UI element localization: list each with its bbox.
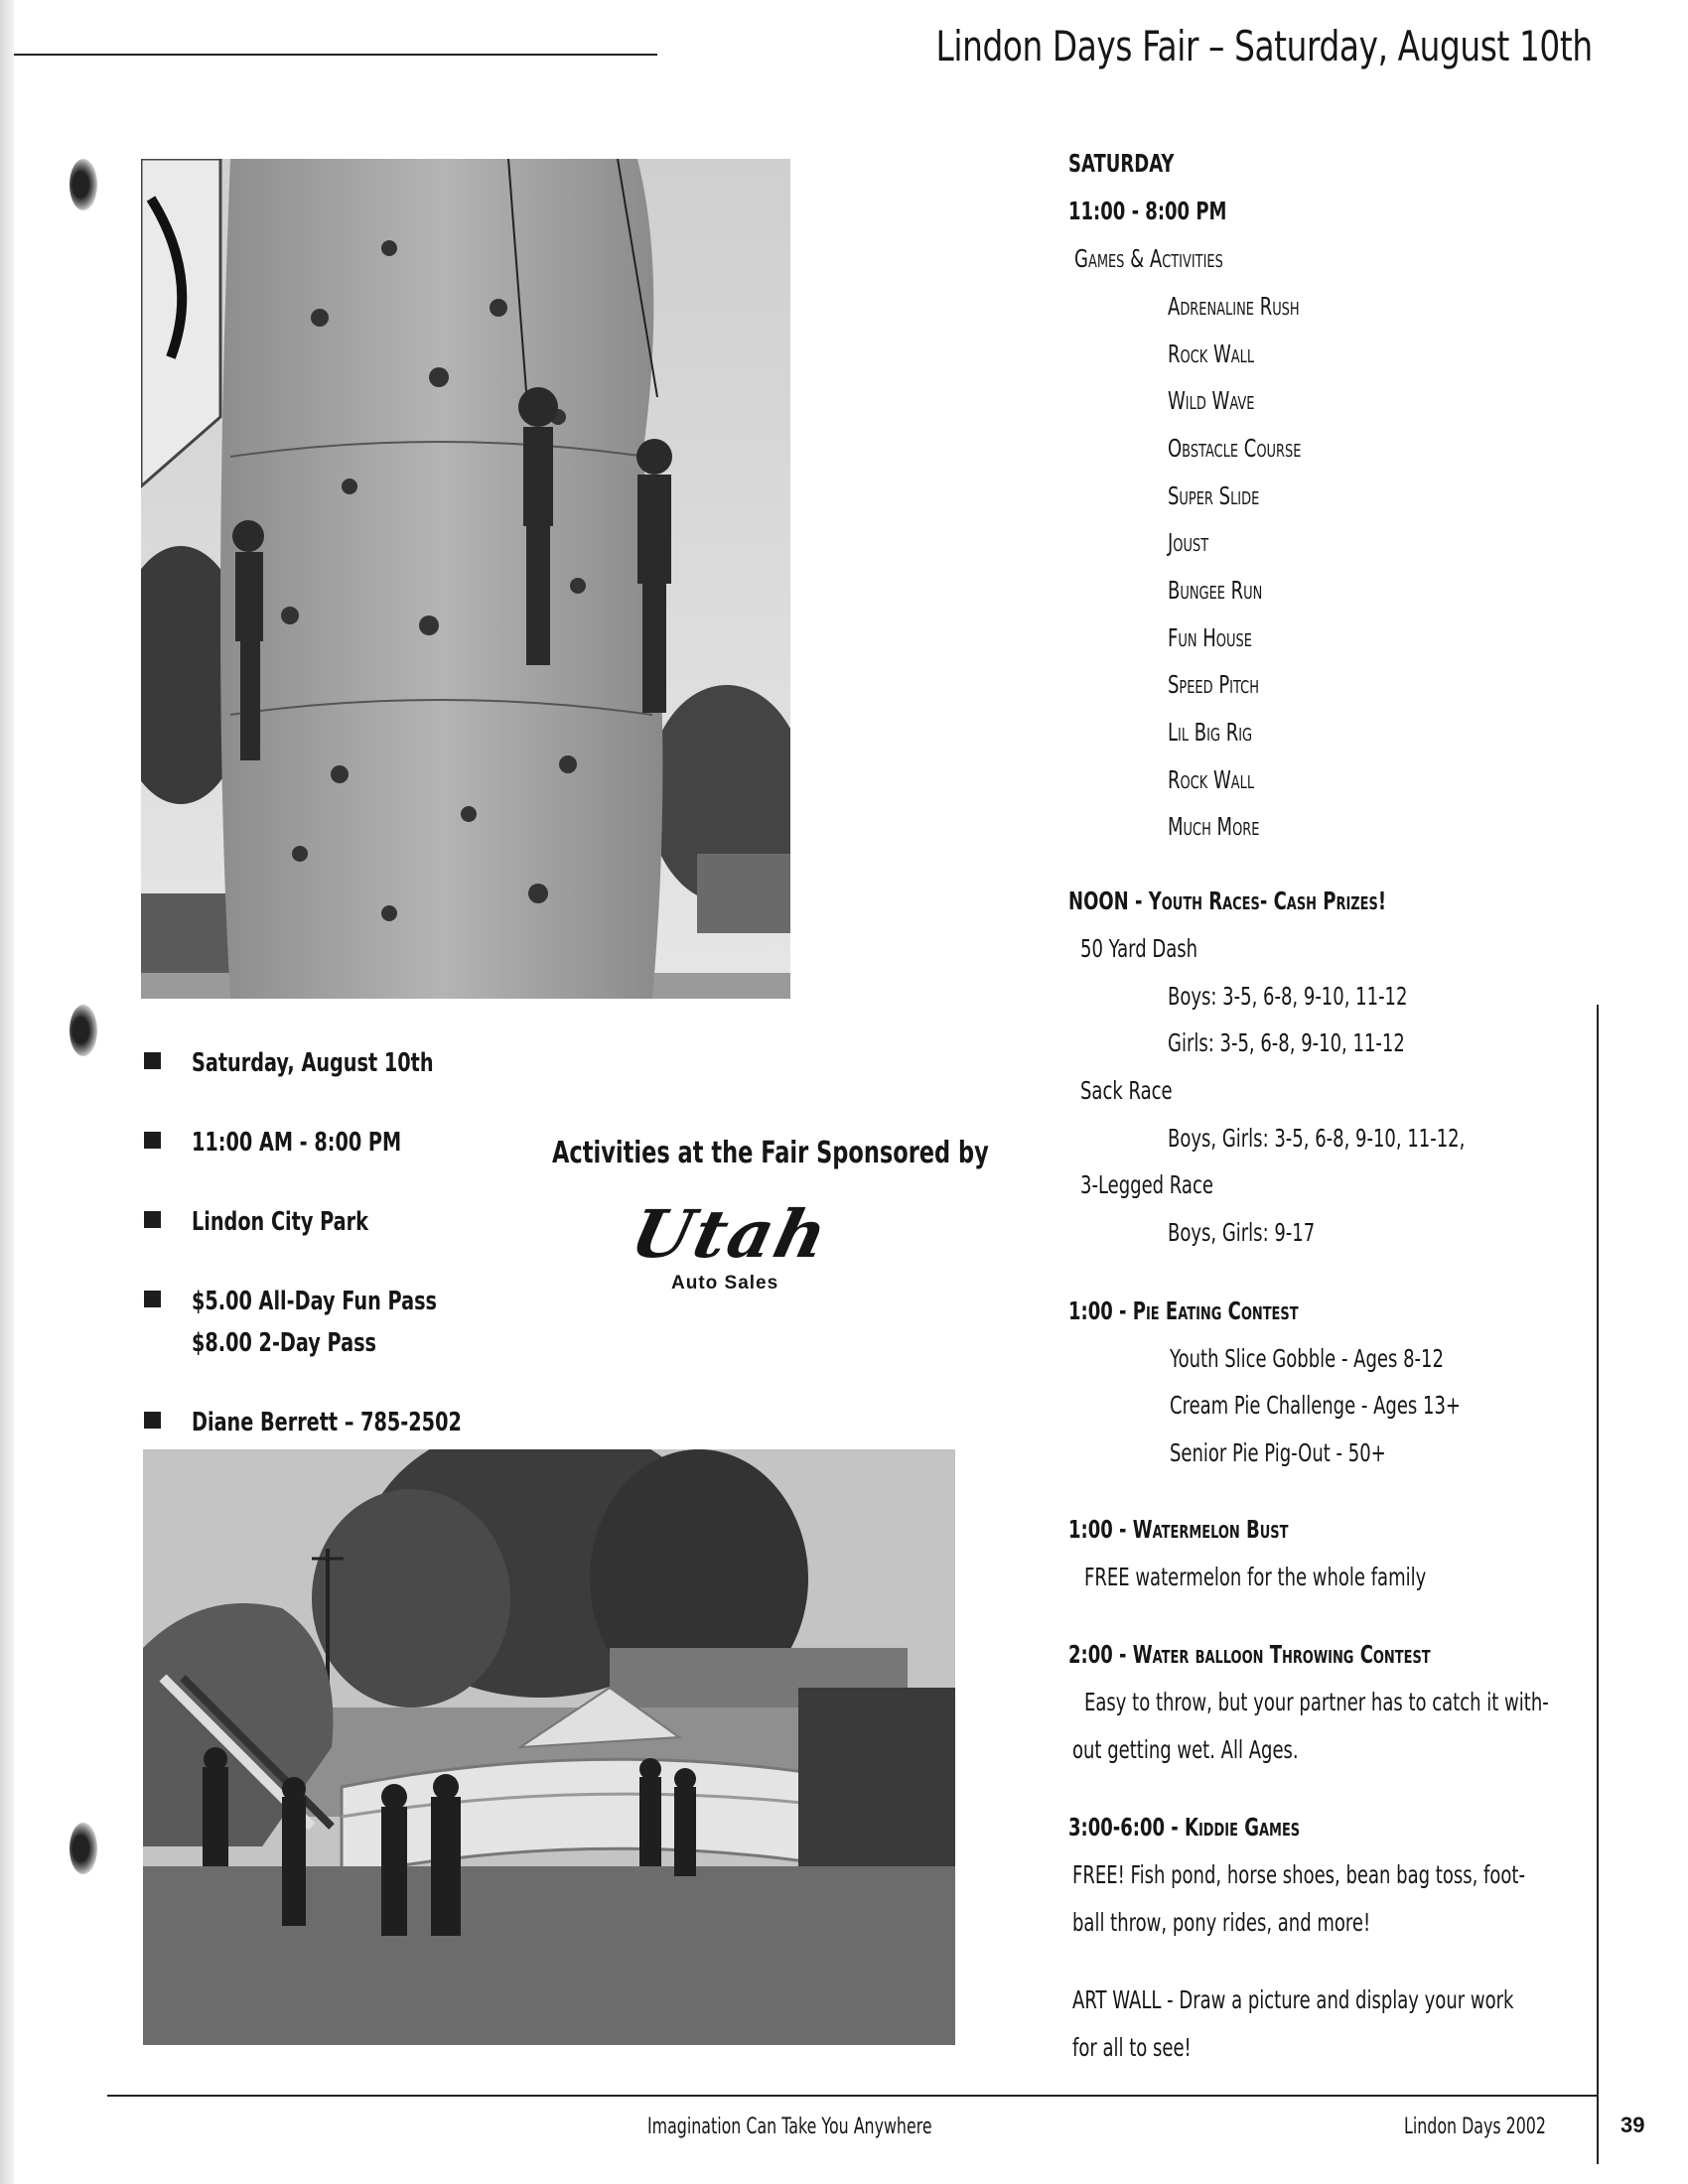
game-item: Rock Wall — [1168, 765, 1255, 794]
race-name: Sack Race — [1080, 1076, 1173, 1105]
game-item: Adrenaline Rush — [1168, 292, 1300, 321]
bottom-rule — [107, 2095, 1597, 2097]
event-title: Water balloon Throwing Contest — [1132, 1640, 1431, 1669]
pie-item: Cream Pie Challenge - Ages 13+ — [1170, 1391, 1462, 1420]
youth-races-heading — [1068, 887, 1386, 916]
logo-script-text: Utah — [624, 1195, 837, 1273]
right-rule — [1597, 1005, 1599, 2164]
pie-item: Senior Pie Pig-Out - 50+ — [1170, 1438, 1386, 1467]
art-wall-text: ART WALL - Draw a picture and display your work — [1072, 1985, 1514, 2014]
kiddie-games-heading — [1068, 1813, 1300, 1843]
info-text: $5.00 All-Day Fun Pass — [192, 1287, 437, 1316]
game-item: Wild Wave — [1168, 386, 1255, 415]
art-wall-text: for all to see! — [1072, 2033, 1192, 2062]
race-groups: Boys: 3-5, 6-8, 9-10, 11-12 — [1168, 982, 1408, 1011]
info-item-location — [144, 1201, 556, 1243]
game-item: Obstacle Course — [1168, 434, 1302, 463]
binder-hole — [70, 1823, 97, 1874]
logo-subtitle: Auto Sales — [671, 1273, 779, 1294]
info-text-secondary: $8.00 2-Day Pass — [192, 1328, 377, 1358]
schedule-time: 11:00 - 8:00 PM — [1068, 197, 1227, 225]
game-item: Super Slide — [1168, 481, 1260, 510]
info-item-date — [144, 1042, 556, 1084]
info-item-contact — [144, 1402, 556, 1443]
event-title: Pie Eating Contest — [1132, 1297, 1299, 1325]
info-text: Lindon City Park — [192, 1207, 368, 1237]
sponsor-heading: Activities at the Fair Sponsored by — [552, 1136, 989, 1170]
climbing-wall-photo — [141, 159, 790, 999]
footer-publication: Lindon Days 2002 — [1404, 2115, 1546, 2139]
event-time: 2:00 - — [1068, 1640, 1133, 1669]
utah-auto-sales-logo — [624, 1195, 850, 1298]
top-rule — [14, 54, 657, 56]
race-name: 3-Legged Race — [1080, 1170, 1213, 1199]
game-item: Lil Big Rig — [1168, 718, 1253, 747]
game-item: Bungee Run — [1168, 576, 1263, 605]
event-description: out getting wet. All Ages. — [1072, 1735, 1299, 1764]
game-item: Rock Wall — [1168, 340, 1255, 368]
schedule-day: SATURDAY — [1068, 149, 1175, 178]
scan-edge — [0, 0, 14, 2184]
pie-contest-heading — [1068, 1297, 1299, 1326]
binder-hole — [70, 159, 97, 210]
event-time: NOON - — [1068, 887, 1149, 915]
event-description: FREE watermelon for the whole family — [1084, 1563, 1427, 1591]
info-item-hours — [144, 1122, 556, 1163]
race-groups: Boys, Girls: 9-17 — [1168, 1218, 1316, 1247]
pie-item: Youth Slice Gobble - Ages 8-12 — [1170, 1344, 1444, 1373]
game-item: Much More — [1168, 812, 1260, 841]
page-number: 39 — [1620, 2113, 1645, 2137]
info-text: Diane Berrett – 785-2502 — [192, 1408, 462, 1437]
event-time: 3:00-6:00 - — [1068, 1813, 1186, 1842]
info-text: 11:00 AM - 8:00 PM — [192, 1128, 402, 1158]
event-info-list — [144, 1042, 556, 1481]
inflatables-photo — [143, 1449, 955, 2045]
event-title: Watermelon Bust — [1132, 1515, 1289, 1544]
binder-hole — [70, 1005, 97, 1056]
game-item: Joust — [1168, 528, 1209, 557]
event-time: 1:00 - — [1068, 1515, 1133, 1544]
event-title: Kiddie Games — [1185, 1813, 1301, 1842]
page-title: Lindon Days Fair – Saturday, August 10th — [935, 22, 1593, 70]
event-description: Easy to throw, but your partner has to catch it with- — [1084, 1688, 1549, 1716]
game-item: Speed Pitch — [1168, 670, 1259, 699]
race-groups: Girls: 3-5, 6-8, 9-10, 11-12 — [1168, 1028, 1405, 1057]
info-item-passes — [144, 1281, 556, 1364]
info-text: Saturday, August 10th — [192, 1048, 434, 1078]
water-balloon-heading — [1068, 1640, 1431, 1670]
game-item: Fun House — [1168, 623, 1252, 652]
games-heading: Games & Activities — [1074, 244, 1223, 273]
watermelon-heading — [1068, 1515, 1288, 1545]
race-name: 50 Yard Dash — [1080, 934, 1198, 963]
event-description: ball throw, pony rides, and more! — [1072, 1908, 1371, 1937]
event-title: Youth Races- Cash Prizes! — [1148, 887, 1387, 915]
race-groups: Boys, Girls: 3-5, 6-8, 9-10, 11-12, — [1168, 1124, 1466, 1153]
event-description: FREE! Fish pond, horse shoes, bean bag toss, foot- — [1072, 1860, 1525, 1889]
event-time: 1:00 - — [1068, 1297, 1133, 1325]
footer-tagline: Imagination Can Take You Anywhere — [647, 2115, 932, 2139]
